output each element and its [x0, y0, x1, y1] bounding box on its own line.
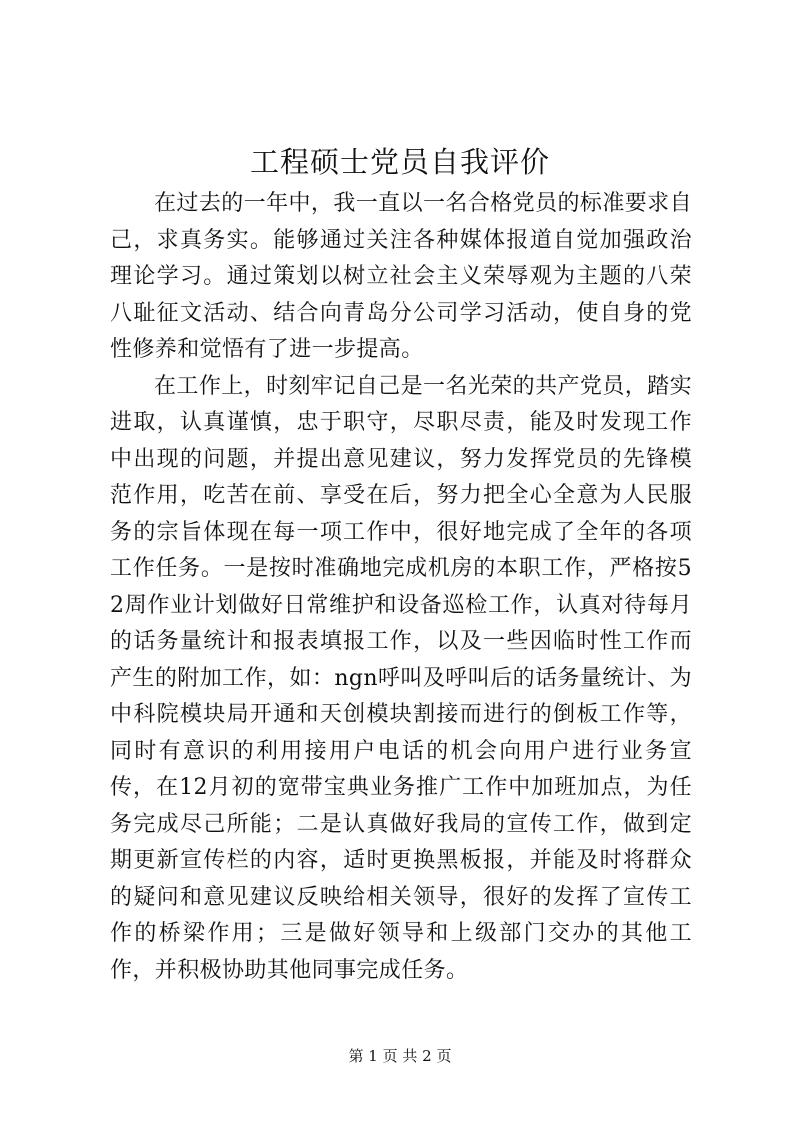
page-footer: 第 1 页 共 2 页: [348, 1047, 452, 1065]
document-body: [110, 186, 692, 989]
paragraph-2: 在工作上，时刻牢记自己是一名光荣的共产党员，踏实进取，认真谨慎，忠于职守，尽职尽责，能及时发现工作中出现的问题，并提出意见建议，努力发挥党员的先锋模范作用，吃苦在前、享受在后，努力把全心全意为人民服务的宗旨体现在每一项工作中，很好地完成了全年的各项工作任务。一是按时准确地完成机房的本职工作，严格按52周作业计划做好日常维护和设备巡检工作，认真对待每月的话务量统计和报表填报工作，以及一些因临时性工作而产生的附加工作，如：ngn呼叫及呼叫后的话务量统计、为中科院模块局开通和天创模块割接而进行的倒板工作等，同时有意识的利用接用户电话的机会向用户进行业务宣传，在12月初的宽带宝典业务推广工作中加班加点，为任务完成尽己所能；二是认真做好我局的宣传工作，做到定期更新宣传栏的内容，适时更换黑板报，并能及时将群众的疑问和意见建议反映给相关领导，很好的发挥了宣传工作的桥梁作用；三是做好领导和上级部门交办的其他工作，并积极协助其他同事完成任务。: [110, 373, 692, 983]
paragraph-1: 在过去的一年中，我一直以一名合格党员的标准要求自己，求真务实。能够通过关注各种媒体报道自觉加强政治理论学习。通过策划以树立社会主义荣辱观为主题的八荣八耻征文活动、结合向青岛分公司学习活动，使自身的党性修养和觉悟有了进一步提高。: [110, 191, 692, 362]
document-title: 工程硕士党员自我评价: [249, 145, 550, 179]
